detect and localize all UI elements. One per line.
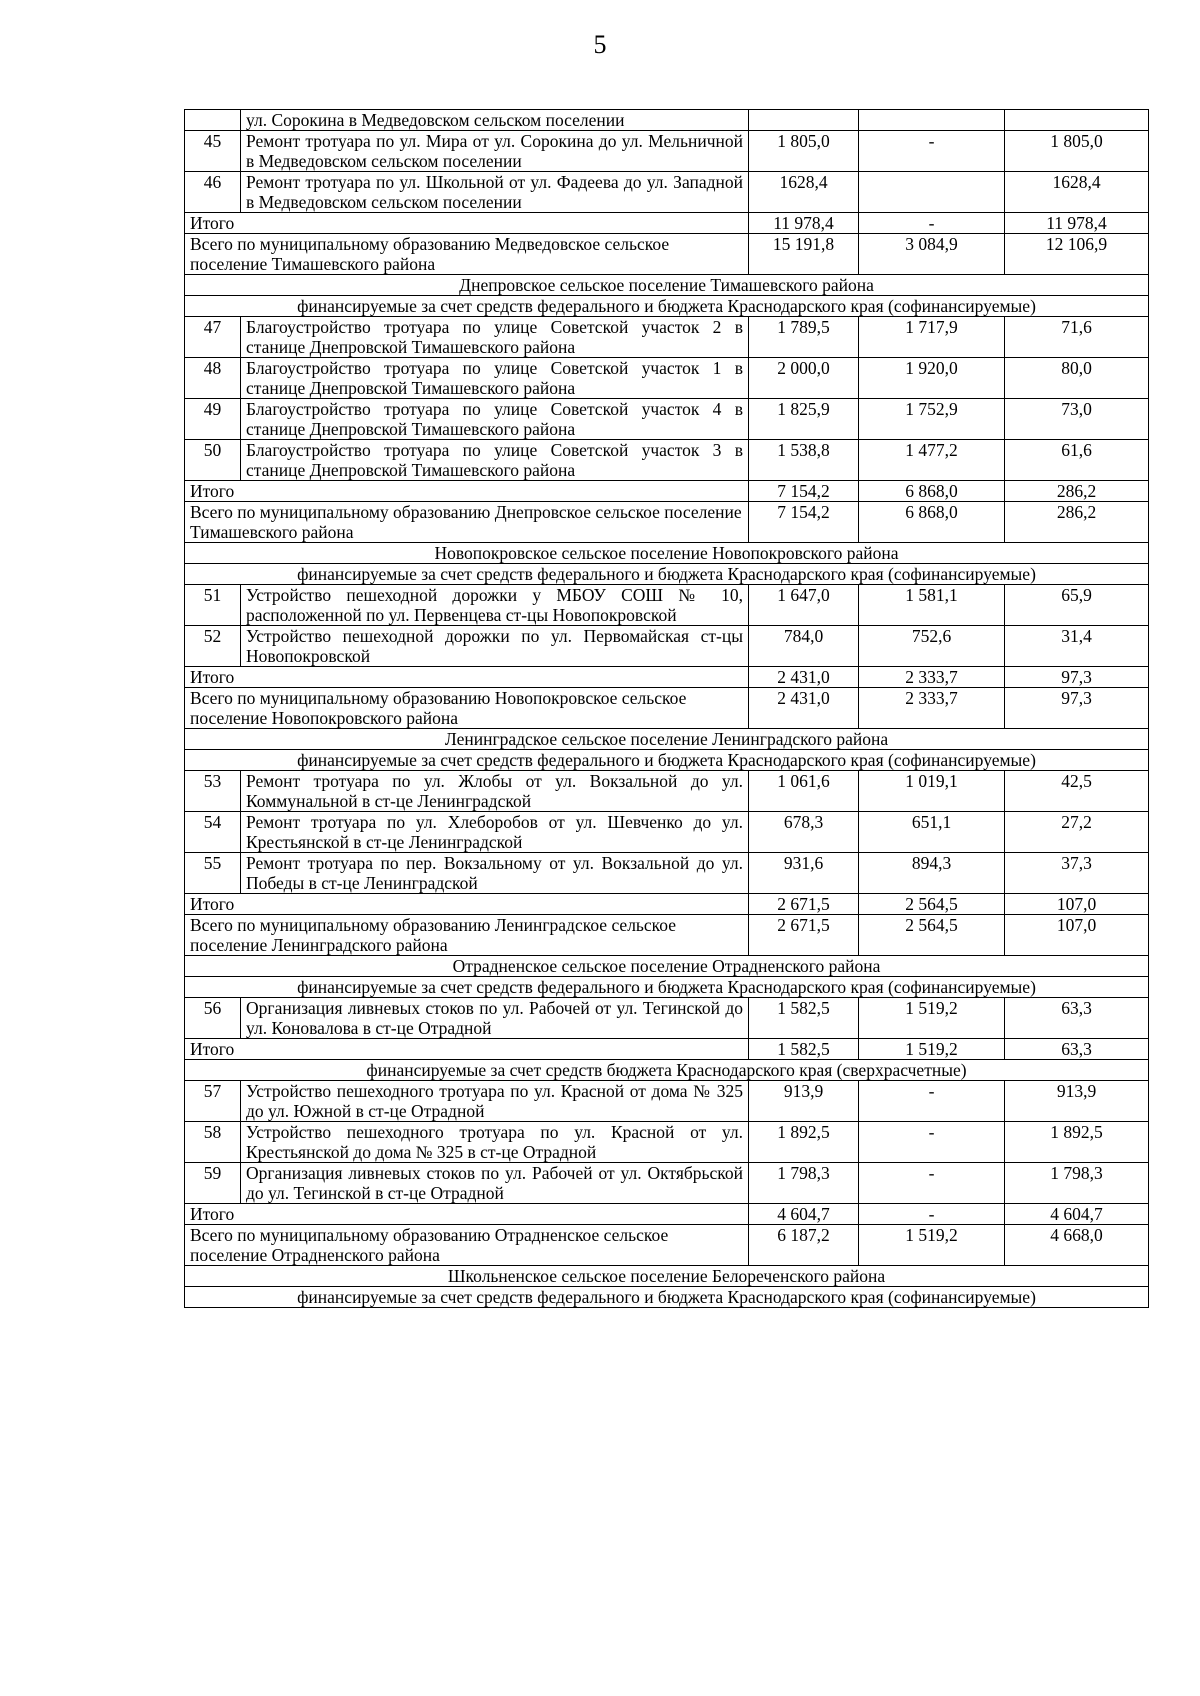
row-federal: 1 477,2: [859, 440, 1005, 481]
summary-label: Итого: [185, 481, 749, 502]
summary-total: 7 154,2: [749, 502, 859, 543]
funding-table-body: [185, 110, 1149, 1308]
summary-local: 63,3: [1005, 1039, 1149, 1060]
row-description: Благоустройство тротуара по улице Советской участок 2 в станице Днепровской Тимашевского района: [241, 317, 749, 358]
summary-total: 2 671,5: [749, 894, 859, 915]
summary-label: Итого: [185, 894, 749, 915]
row-local: 80,0: [1005, 358, 1149, 399]
row-description: Ремонт тротуара по ул. Мира от ул. Сорокина до ул. Мельничной в Медведовском сельском поселении: [241, 131, 749, 172]
row-total: 913,9: [749, 1081, 859, 1122]
row-federal: -: [859, 1122, 1005, 1163]
summary-row: [185, 481, 1149, 502]
row-local: [1005, 110, 1149, 131]
row-description: ул. Сорокина в Медведовском сельском поселении: [241, 110, 749, 131]
section-header-row: [185, 1266, 1149, 1287]
row-local: 42,5: [1005, 771, 1149, 812]
table-row: [185, 771, 1149, 812]
summary-local: 286,2: [1005, 481, 1149, 502]
summary-total: 15 191,8: [749, 234, 859, 275]
row-local: 1628,4: [1005, 172, 1149, 213]
row-local: 1 805,0: [1005, 131, 1149, 172]
table-row: [185, 131, 1149, 172]
section-header: финансируемые за счет средств федерального и бюджета Краснодарского края (софинансируемые): [185, 977, 1149, 998]
row-total: 1 825,9: [749, 399, 859, 440]
summary-federal: 2 333,7: [859, 667, 1005, 688]
row-federal: 1 920,0: [859, 358, 1005, 399]
row-number: 58: [185, 1122, 241, 1163]
table-row: [185, 998, 1149, 1039]
row-federal: [859, 110, 1005, 131]
row-federal: 1 019,1: [859, 771, 1005, 812]
row-total: 1 538,8: [749, 440, 859, 481]
summary-local: 4 604,7: [1005, 1204, 1149, 1225]
summary-label: Всего по муниципальному образованию Ленинградское сельское поселение Ленинградского района: [185, 915, 749, 956]
row-local: 63,3: [1005, 998, 1149, 1039]
section-header: финансируемые за счет средств федерального и бюджета Краснодарского края (софинансируемые): [185, 564, 1149, 585]
summary-label: Итого: [185, 213, 749, 234]
row-local: 31,4: [1005, 626, 1149, 667]
summary-federal: 2 564,5: [859, 915, 1005, 956]
row-federal: 1 717,9: [859, 317, 1005, 358]
row-total: 1 798,3: [749, 1163, 859, 1204]
table-row: [185, 585, 1149, 626]
row-description: Устройство пешеходного тротуара по ул. Красной от дома № 325 до ул. Южной в ст-це Отрадной: [241, 1081, 749, 1122]
summary-local: 107,0: [1005, 915, 1149, 956]
summary-total: 2 671,5: [749, 915, 859, 956]
row-description: Благоустройство тротуара по улице Советской участок 1 в станице Днепровской Тимашевского района: [241, 358, 749, 399]
section-header: финансируемые за счет средств федерального и бюджета Краснодарского края (софинансируемые): [185, 296, 1149, 317]
summary-label: Всего по муниципальному образованию Днепровское сельское поселение Тимашевского района: [185, 502, 749, 543]
summary-local: 97,3: [1005, 667, 1149, 688]
row-number: 47: [185, 317, 241, 358]
summary-label: Итого: [185, 1204, 749, 1225]
row-total: 678,3: [749, 812, 859, 853]
row-local: 73,0: [1005, 399, 1149, 440]
section-header-row: [185, 729, 1149, 750]
row-number: 59: [185, 1163, 241, 1204]
row-number: 57: [185, 1081, 241, 1122]
row-description: Ремонт тротуара по ул. Жлобы от ул. Вокзальной до ул. Коммунальной в ст-це Ленинградской: [241, 771, 749, 812]
summary-row: [185, 894, 1149, 915]
summary-label: Итого: [185, 1039, 749, 1060]
summary-row: [185, 234, 1149, 275]
row-local: 37,3: [1005, 853, 1149, 894]
section-header: финансируемые за счет средств федерального и бюджета Краснодарского края (софинансируемые): [185, 1287, 1149, 1308]
row-number: 52: [185, 626, 241, 667]
row-total: 1 805,0: [749, 131, 859, 172]
summary-federal: 1 519,2: [859, 1225, 1005, 1266]
summary-federal: 2 333,7: [859, 688, 1005, 729]
section-header-row: [185, 977, 1149, 998]
row-local: 1 798,3: [1005, 1163, 1149, 1204]
row-total: 1 582,5: [749, 998, 859, 1039]
summary-row: [185, 915, 1149, 956]
row-federal: -: [859, 131, 1005, 172]
row-number: [185, 110, 241, 131]
table-row: [185, 812, 1149, 853]
row-description: Устройство пешеходного тротуара по ул. Красной от ул. Крестьянской до дома № 325 в ст-це Отрадной: [241, 1122, 749, 1163]
summary-local: 11 978,4: [1005, 213, 1149, 234]
section-header: финансируемые за счет средств бюджета Краснодарского края (сверхрасчетные): [185, 1060, 1149, 1081]
row-number: 45: [185, 131, 241, 172]
summary-row: [185, 688, 1149, 729]
row-federal: 1 752,9: [859, 399, 1005, 440]
summary-federal: 6 868,0: [859, 502, 1005, 543]
row-description: Ремонт тротуара по ул. Хлеборобов от ул. Шевченко до ул. Крестьянской в ст-це Ленинградской: [241, 812, 749, 853]
row-description: Организация ливневых стоков по ул. Рабочей от ул. Тегинской до ул. Коновалова в ст-це Отрадной: [241, 998, 749, 1039]
summary-federal: -: [859, 1204, 1005, 1225]
row-federal: -: [859, 1163, 1005, 1204]
summary-row: [185, 213, 1149, 234]
row-number: 53: [185, 771, 241, 812]
table-row: [185, 317, 1149, 358]
summary-local: 12 106,9: [1005, 234, 1149, 275]
row-federal: 752,6: [859, 626, 1005, 667]
summary-total: 4 604,7: [749, 1204, 859, 1225]
row-federal: 1 581,1: [859, 585, 1005, 626]
summary-row: [185, 667, 1149, 688]
row-local: 71,6: [1005, 317, 1149, 358]
table-row: [185, 172, 1149, 213]
row-number: 55: [185, 853, 241, 894]
table-row: [185, 440, 1149, 481]
table-row: [185, 626, 1149, 667]
row-federal: -: [859, 1081, 1005, 1122]
summary-total: 11 978,4: [749, 213, 859, 234]
row-number: 51: [185, 585, 241, 626]
row-description: Организация ливневых стоков по ул. Рабочей от ул. Октябрьской до ул. Тегинской в ст-це Отрадной: [241, 1163, 749, 1204]
summary-total: 7 154,2: [749, 481, 859, 502]
summary-federal: -: [859, 213, 1005, 234]
summary-local: 4 668,0: [1005, 1225, 1149, 1266]
table-row: [185, 853, 1149, 894]
row-description: Устройство пешеходной дорожки по ул. Первомайская ст-цы Новопокровской: [241, 626, 749, 667]
summary-total: 1 582,5: [749, 1039, 859, 1060]
summary-label: Всего по муниципальному образованию Медведовское сельское поселение Тимашевского района: [185, 234, 749, 275]
summary-federal: 2 564,5: [859, 894, 1005, 915]
table-row: [185, 358, 1149, 399]
row-total: [749, 110, 859, 131]
row-number: 50: [185, 440, 241, 481]
section-header-row: [185, 750, 1149, 771]
section-header-row: [185, 564, 1149, 585]
row-federal: 651,1: [859, 812, 1005, 853]
row-total: 1 061,6: [749, 771, 859, 812]
row-total: 931,6: [749, 853, 859, 894]
summary-total: 6 187,2: [749, 1225, 859, 1266]
row-total: 1628,4: [749, 172, 859, 213]
section-header-row: [185, 1060, 1149, 1081]
summary-row: [185, 1225, 1149, 1266]
table-row: [185, 1122, 1149, 1163]
summary-federal: 3 084,9: [859, 234, 1005, 275]
row-number: 46: [185, 172, 241, 213]
row-description: Благоустройство тротуара по улице Советской участок 3 в станице Днепровской Тимашевского района: [241, 440, 749, 481]
row-description: Ремонт тротуара по ул. Школьной от ул. Фадеева до ул. Западной в Медведовском сельском поселении: [241, 172, 749, 213]
row-local: 27,2: [1005, 812, 1149, 853]
summary-label: Итого: [185, 667, 749, 688]
row-total: 1 892,5: [749, 1122, 859, 1163]
section-header: финансируемые за счет средств федерального и бюджета Краснодарского края (софинансируемые): [185, 750, 1149, 771]
row-number: 48: [185, 358, 241, 399]
section-header-row: [185, 543, 1149, 564]
row-local: 61,6: [1005, 440, 1149, 481]
table-row: [185, 1163, 1149, 1204]
summary-row: [185, 502, 1149, 543]
row-local: 65,9: [1005, 585, 1149, 626]
summary-federal: 1 519,2: [859, 1039, 1005, 1060]
row-total: 2 000,0: [749, 358, 859, 399]
section-header-row: [185, 956, 1149, 977]
table-row: [185, 1081, 1149, 1122]
funding-table: [184, 109, 1149, 1308]
row-total: 784,0: [749, 626, 859, 667]
summary-row: [185, 1204, 1149, 1225]
row-federal: 1 519,2: [859, 998, 1005, 1039]
row-description: Благоустройство тротуара по улице Советской участок 4 в станице Днепровской Тимашевского района: [241, 399, 749, 440]
row-description: Устройство пешеходной дорожки у МБОУ СОШ № 10, расположенной по ул. Первенцева ст-цы Новопокровской: [241, 585, 749, 626]
row-local: 913,9: [1005, 1081, 1149, 1122]
row-federal: [859, 172, 1005, 213]
summary-total: 2 431,0: [749, 667, 859, 688]
summary-local: 107,0: [1005, 894, 1149, 915]
section-header: Днепровское сельское поселение Тимашевского района: [185, 275, 1149, 296]
section-header-row: [185, 296, 1149, 317]
row-total: 1 647,0: [749, 585, 859, 626]
summary-local: 286,2: [1005, 502, 1149, 543]
summary-total: 2 431,0: [749, 688, 859, 729]
section-header-row: [185, 1287, 1149, 1308]
row-federal: 894,3: [859, 853, 1005, 894]
section-header: Школьненское сельское поселение Белореченского района: [185, 1266, 1149, 1287]
summary-label: Всего по муниципальному образованию Отрадненское сельское поселение Отрадненского района: [185, 1225, 749, 1266]
row-description: Ремонт тротуара по пер. Вокзальному от ул. Вокзальной до ул. Победы в ст-це Ленинградской: [241, 853, 749, 894]
row-number: 49: [185, 399, 241, 440]
summary-federal: 6 868,0: [859, 481, 1005, 502]
row-total: 1 789,5: [749, 317, 859, 358]
section-header: Отрадненское сельское поселение Отрадненского района: [185, 956, 1149, 977]
row-number: 54: [185, 812, 241, 853]
table-row: [185, 399, 1149, 440]
section-header: Новопокровское сельское поселение Новопокровского района: [185, 543, 1149, 564]
summary-local: 97,3: [1005, 688, 1149, 729]
summary-row: [185, 1039, 1149, 1060]
summary-label: Всего по муниципальному образованию Новопокровское сельское поселение Новопокровского района: [185, 688, 749, 729]
row-number: 56: [185, 998, 241, 1039]
table-row: [185, 110, 1149, 131]
page-number: 5: [593, 30, 607, 59]
section-header: Ленинградское сельское поселение Ленинградского района: [185, 729, 1149, 750]
section-header-row: [185, 275, 1149, 296]
row-local: 1 892,5: [1005, 1122, 1149, 1163]
